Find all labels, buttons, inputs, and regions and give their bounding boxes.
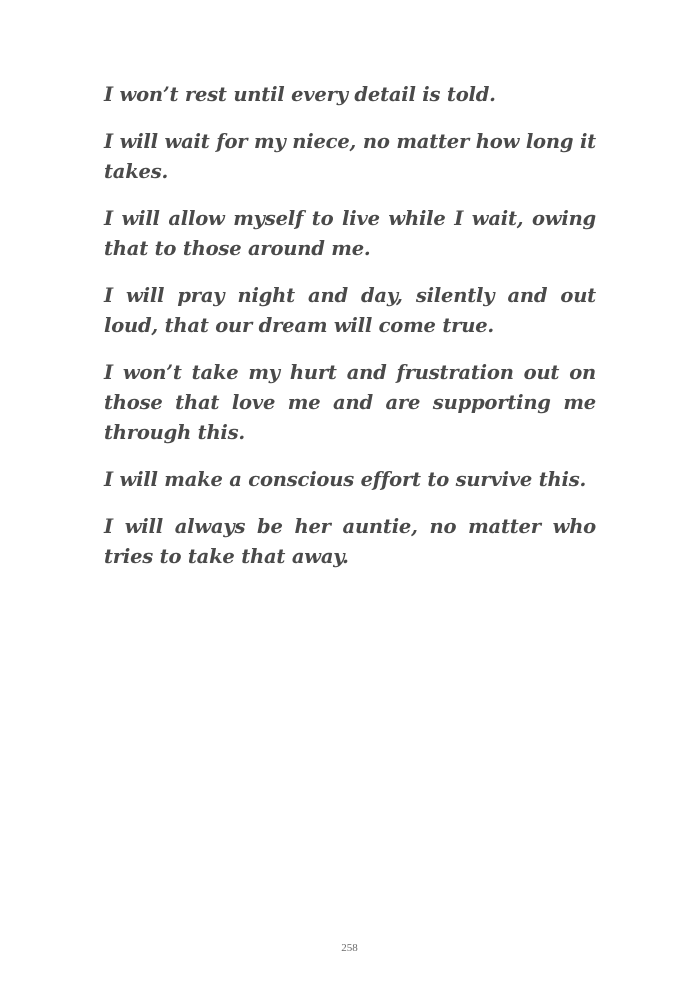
paragraph: I will pray night and day, silently and out loud, that our dream will come true. (104, 284, 596, 337)
paragraph: I won’t take my hurt and frustration out on those that love me and are supporting me through this. (104, 361, 596, 444)
paragraph: I will wait for my niece, no matter how long it takes. (104, 130, 596, 183)
paragraph: I won’t rest until every detail is told. (104, 83, 496, 106)
paragraph: I will allow myself to live while I wait, owing that to those around me. (104, 207, 596, 260)
page-number: 258 (341, 942, 358, 954)
body-text (104, 80, 596, 589)
paragraph: I will always be her auntie, no matter who tries to take that away. (104, 515, 596, 568)
paragraph: I will make a conscious effort to survive this. (104, 468, 587, 491)
